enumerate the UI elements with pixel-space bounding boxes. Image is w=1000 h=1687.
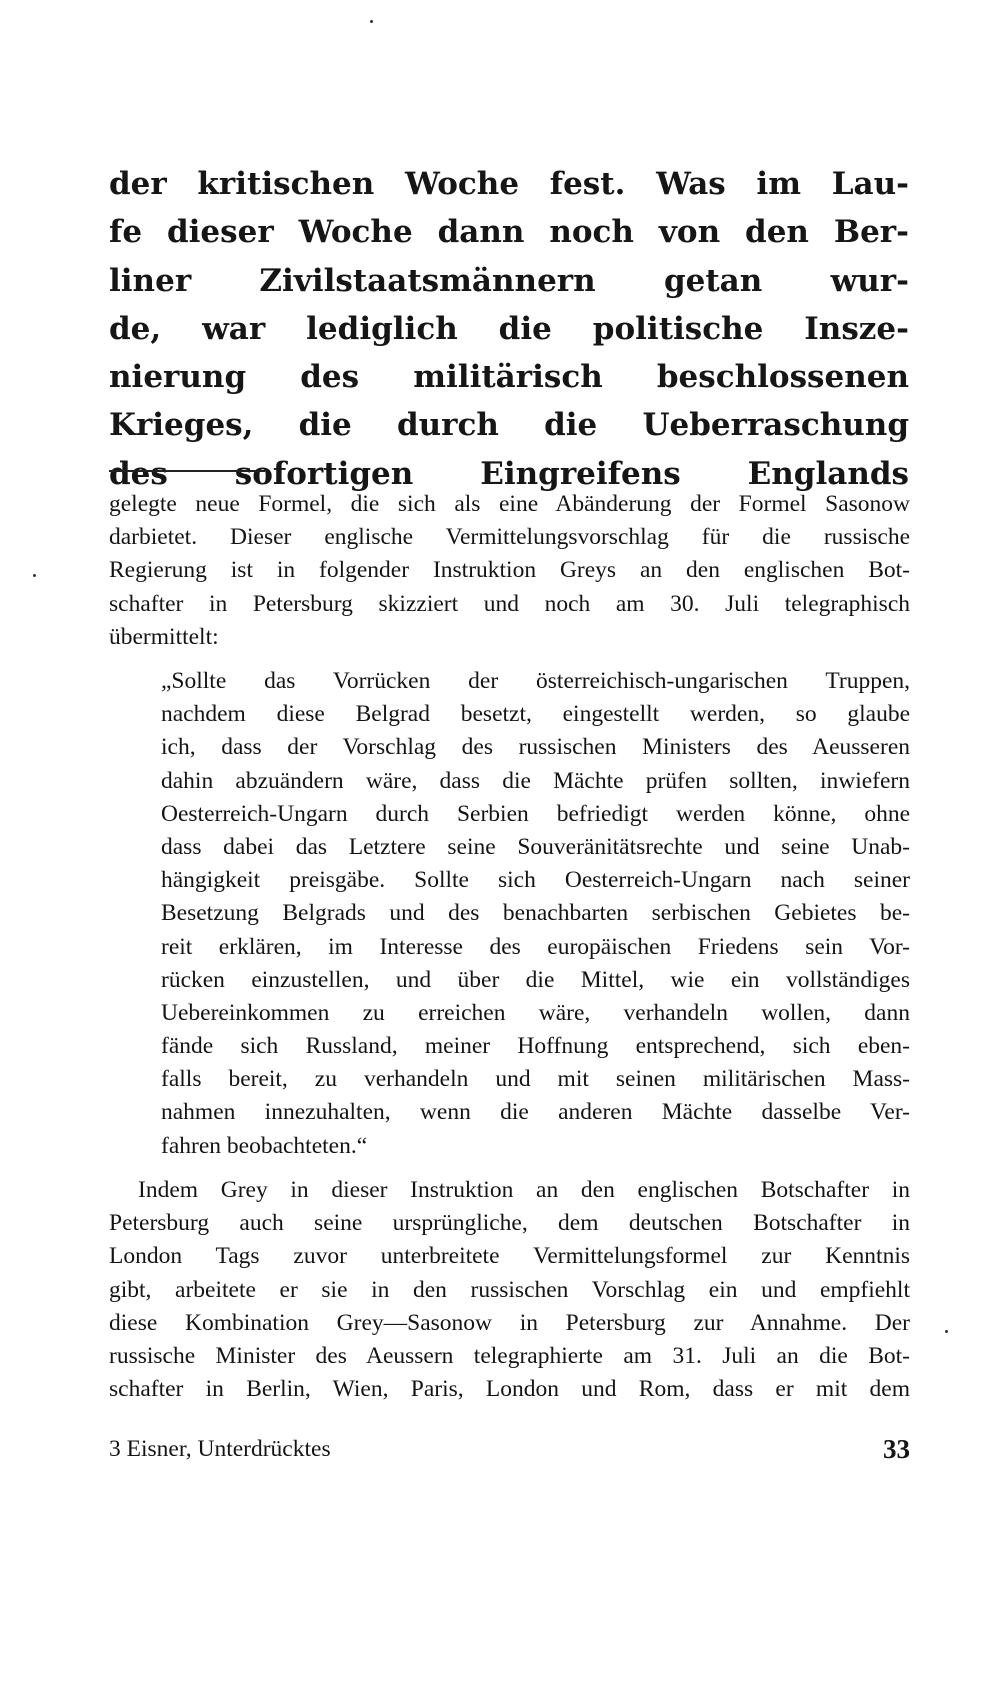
spaced-line: des sofortigen Eingreifens Englands: [109, 455, 909, 492]
printer-signature: 3 Eisner, Unterdrücktes: [109, 1436, 331, 1462]
quote-line: dass dabei das Letztere seine Souveränitätsrechte und seine Unab-: [161, 833, 910, 860]
page-number: 33: [883, 1434, 910, 1464]
paragraph-line: schafter in Berlin, Wien, Paris, London und Rom, dass er mit dem: [109, 1376, 910, 1403]
footnote-line: gelegte neue Formel, die sich als eine Abänderung der Formel Sasonow: [109, 491, 910, 517]
paragraph-line: London Tags zuvor unterbreitete Vermittelungsformel zur Kenntnis: [109, 1243, 910, 1270]
quote-line: nahmen innezuhalten, wenn die anderen Mächte dasselbe Ver-: [161, 1099, 910, 1126]
quote-line: fahren beobachteten.“: [161, 1132, 368, 1159]
spaced-line: liner Zivilstaatsmännern getan wur-: [109, 262, 909, 299]
footnote-line: schafter in Petersburg skizziert und noch am 30. Juli telegraphisch: [109, 590, 910, 617]
quote-line: reit erklären, im Interesse des europäischen Friedens sein Vor-: [161, 933, 910, 960]
paragraph-line: russische Minister des Aeussern telegraphierte am 31. Juli an die Bot-: [109, 1342, 910, 1369]
spaced-line: Krieges, die durch die Ueberraschung: [109, 407, 909, 444]
quote-line: Besetzung Belgrads und des benachbarten serbischen Gebietes be-: [161, 900, 910, 927]
paragraph-line: Indem Grey in dieser Instruktion an den englischen Botschafter in: [138, 1177, 910, 1203]
ink-speck: [370, 20, 373, 23]
footnote-line: darbietet. Dieser englische Vermittelungsvorschlag für die russische: [109, 524, 910, 551]
ink-speck: [33, 574, 36, 577]
footnote-line: Regierung ist in folgender Instruktion Greys an den englischen Bot-: [109, 557, 910, 584]
quote-line: nachdem diese Belgrad besetzt, eingestellt werden, so glaube: [161, 701, 910, 728]
spaced-line: nierung des militärisch beschlossenen: [109, 359, 909, 396]
paragraph-line: gibt, arbeitete er sie in den russischen Vorschlag ein und empfiehlt: [109, 1276, 910, 1303]
paragraph-line: Petersburg auch seine ursprüngliche, dem deutschen Botschafter in: [109, 1210, 910, 1237]
footnote-line: übermittelt:: [109, 623, 219, 650]
page-footer: [109, 1432, 910, 1466]
body-paragraph: [109, 1174, 910, 1406]
footnote: [109, 488, 910, 654]
footnote-divider: [109, 470, 265, 472]
quote-line: falls bereit, zu verhandeln und mit seinen militärischen Mass-: [161, 1066, 910, 1093]
paragraph-line: diese Kombination Grey—Sasonow in Petersburg zur Annahme. Der: [109, 1309, 910, 1336]
quote-line: „Sollte das Vorrücken der österreichisch-ungarischen Truppen,: [161, 668, 910, 694]
quote-line: ich, dass der Vorschlag des russischen Ministers des Aeusseren: [161, 734, 910, 761]
block-quote: [161, 665, 910, 1163]
spaced-paragraph: [109, 160, 909, 498]
spaced-line: fe dieser Woche dann noch von den Ber-: [109, 214, 909, 251]
spaced-line: der kritischen Woche fest. Was im Lau-: [109, 166, 909, 202]
quote-line: Oesterreich-Ungarn durch Serbien befriedigt werden könne, ohne: [161, 800, 910, 827]
spaced-line: de, war lediglich die politische Insze-: [109, 310, 909, 347]
quote-line: rücken einzustellen, und über die Mittel, wie ein vollständiges: [161, 966, 910, 993]
quote-line: Uebereinkommen zu erreichen wäre, verhandeln wollen, dann: [161, 999, 910, 1026]
quote-line: dahin abzuändern wäre, dass die Mächte prüfen sollten, inwiefern: [161, 767, 910, 794]
ink-speck: [945, 1330, 948, 1333]
quote-line: fände sich Russland, meiner Hoffnung entsprechend, sich eben-: [161, 1033, 910, 1060]
quote-line: hängigkeit preisgäbe. Sollte sich Oesterreich-Ungarn nach seiner: [161, 867, 910, 894]
